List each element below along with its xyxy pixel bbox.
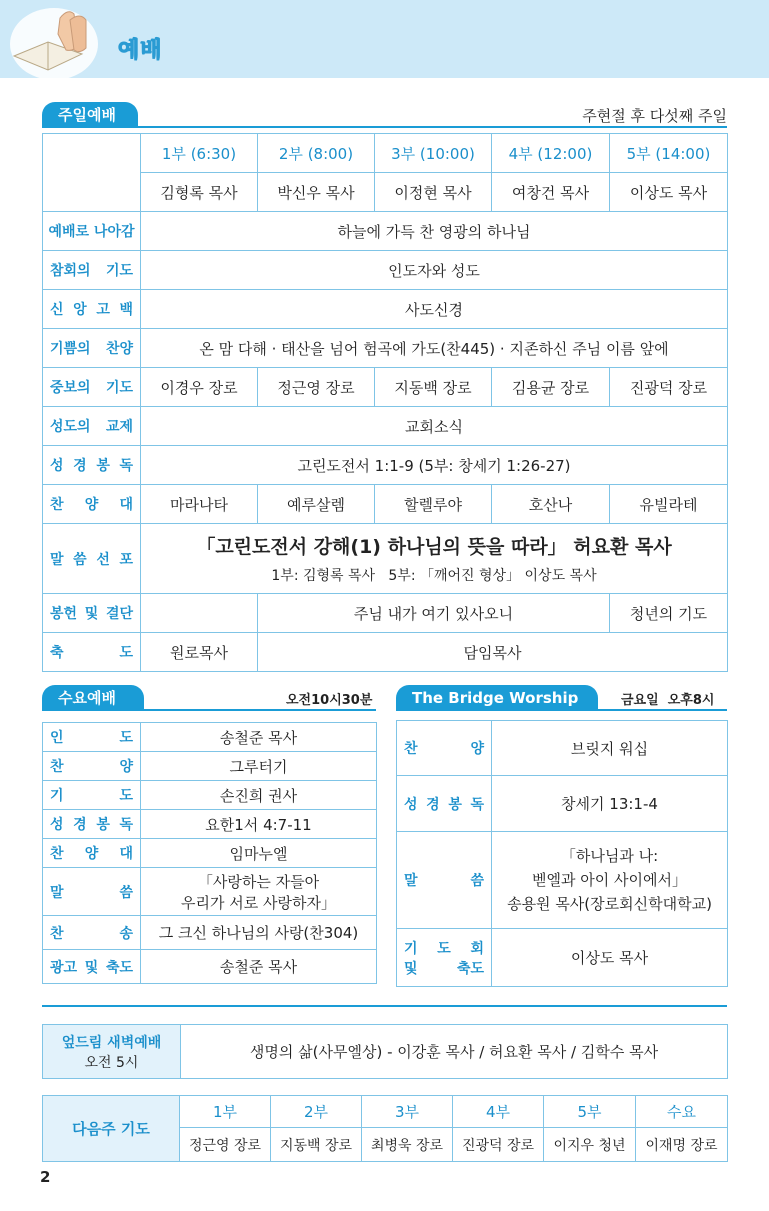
label-char: 말 xyxy=(50,884,64,901)
label-char: 참회의 xyxy=(50,263,91,279)
label-spread xyxy=(43,727,140,747)
intercessor: 지동백 장로 xyxy=(375,368,492,407)
bridge-label xyxy=(397,721,492,776)
wed-value-line: 「사랑하는 자들아 xyxy=(197,872,320,891)
label-char: 기쁨의 xyxy=(50,341,91,357)
nextweek-head: 수요 xyxy=(636,1096,728,1128)
sermon-sub: 1부: 김형록 목사 5부: 「깨어진 형상」 이상도 목사 xyxy=(271,568,597,584)
row-label xyxy=(43,329,141,368)
label-char: 찬 xyxy=(50,925,64,942)
wed-value: 임마누엘 xyxy=(141,839,377,868)
label-char: 선 xyxy=(96,551,110,568)
label-char: 송 xyxy=(119,925,133,942)
label-char: 축 xyxy=(50,645,64,661)
label-char: 양 xyxy=(119,759,133,775)
label-char: 신 xyxy=(50,302,64,318)
wed-label xyxy=(43,868,141,916)
wednesday-tab: 수요예배 xyxy=(42,685,144,711)
dawn-value: 생명의 삶(사무엘상) - 이강훈 목사 / 허요환 목사 / 김학수 목사 xyxy=(181,1025,728,1079)
row-value: 교회소식 xyxy=(141,407,728,446)
label-spread xyxy=(43,494,140,514)
wed-value: 손진희 권사 xyxy=(141,781,377,810)
label-char: 찬 xyxy=(50,759,64,775)
sunday-note: 주현절 후 다섯째 주일 xyxy=(582,107,727,125)
label-spread xyxy=(397,738,491,758)
label-spread xyxy=(43,416,140,436)
label-char: 도 xyxy=(119,730,133,746)
service-head: 2부 (8:00) xyxy=(258,134,375,173)
choir-name: 마라나타 xyxy=(141,485,258,524)
row-value: 인도자와 성도 xyxy=(141,251,728,290)
label-char: 경 xyxy=(73,817,87,833)
label-char: 독 xyxy=(119,458,133,474)
row-label xyxy=(43,485,141,524)
label-char: 말 xyxy=(50,551,64,568)
praying-hands-bible-icon xyxy=(8,4,100,78)
label-char: 봉 xyxy=(96,817,110,833)
sunday-tab: 주일예배 xyxy=(42,102,138,128)
label-char: 씀 xyxy=(470,873,484,889)
label-char: 씀 xyxy=(119,884,133,901)
bridge-table xyxy=(396,720,728,987)
intercessor: 정근영 장로 xyxy=(258,368,375,407)
nextweek-name: 최병욱 장로 xyxy=(362,1128,453,1162)
bridge-value: 이상도 목사 xyxy=(492,929,728,987)
wed-value: 송철준 목사 xyxy=(141,950,377,984)
label-char: 성도의 xyxy=(50,419,91,435)
label-char: 경 xyxy=(73,458,87,474)
label-spread xyxy=(43,603,140,623)
sermon-title: 「고린도전서 강해(1) 하나님의 뜻을 따라」 허요환 목사 xyxy=(196,536,672,558)
label-char: 찬 xyxy=(50,846,64,862)
label-spread xyxy=(43,260,140,280)
bridge-value-line: 「하나님과 나: xyxy=(560,847,659,865)
page-title: 예배 xyxy=(118,38,163,63)
bridge-rule xyxy=(396,709,727,711)
label-char: 경 xyxy=(426,796,440,813)
label-char: 기 xyxy=(50,788,64,804)
wed-label xyxy=(43,781,141,810)
label-char: 회 xyxy=(470,940,484,957)
label-char: 및 xyxy=(84,959,99,976)
wed-value xyxy=(141,868,377,916)
empty-cell xyxy=(141,594,258,633)
page-number: 2 xyxy=(40,1168,51,1186)
label-char: 말 xyxy=(404,873,418,889)
nextweek-head: 2부 xyxy=(271,1096,362,1128)
label-char: 교제 xyxy=(105,419,133,435)
row-value: 온 맘 다해 · 태산을 넘어 험곡에 가도(찬445) · 지존하신 주님 이름 앞에 xyxy=(141,329,728,368)
row-value: 주님 내가 여기 있사오니 xyxy=(258,594,610,633)
intercessor: 김용균 장로 xyxy=(492,368,610,407)
label-spread xyxy=(43,338,140,358)
row-label xyxy=(43,290,141,329)
choir-name: 예루살렘 xyxy=(258,485,375,524)
nextweek-head: 1부 xyxy=(180,1096,271,1128)
row-label xyxy=(43,407,141,446)
sunday-table xyxy=(42,133,728,672)
bridge-value: 브릿지 워십 xyxy=(492,721,728,776)
bridge-note: 금요일 오후8시 xyxy=(621,693,715,708)
dawn-table xyxy=(42,1024,728,1079)
bridge-value-line: 벧엘과 아이 사이에서」 xyxy=(532,871,687,889)
label-char: 봉 xyxy=(96,458,110,474)
label-char: 기 xyxy=(404,940,418,957)
label-char: 도 xyxy=(119,645,133,661)
row-extra: 청년의 기도 xyxy=(610,594,728,633)
label-char: 성 xyxy=(404,796,418,813)
label-char: 결단 xyxy=(105,606,133,622)
label-char: 기도 xyxy=(105,380,133,396)
label-char: 대 xyxy=(119,846,133,862)
wed-label xyxy=(43,916,141,950)
intercessor: 진광덕 장로 xyxy=(610,368,728,407)
label-char: 도 xyxy=(437,940,451,957)
nextweek-head: 4부 xyxy=(453,1096,544,1128)
label-spread xyxy=(43,756,140,776)
row-label: 예배로 나아감 xyxy=(43,212,141,251)
wed-value-line: 우리가 서로 사랑하자」 xyxy=(181,893,336,912)
label-char: 양 xyxy=(470,741,484,757)
wed-label xyxy=(43,950,141,984)
section-divider xyxy=(42,1005,727,1007)
label-char: 찬 xyxy=(404,741,418,757)
label-char: 축도 xyxy=(456,960,484,977)
label-char: 찬양 xyxy=(105,341,133,357)
label-spread xyxy=(43,882,140,902)
label-spread xyxy=(43,549,140,569)
label-char: 성 xyxy=(50,458,64,474)
nextweek-name: 이재명 장로 xyxy=(636,1128,728,1162)
label-char: 대 xyxy=(119,497,133,513)
nextweek-head: 3부 xyxy=(362,1096,453,1128)
sunday-rule xyxy=(42,126,727,128)
service-head: 1부 (6:30) xyxy=(141,134,258,173)
label-spread xyxy=(397,870,491,890)
row-label xyxy=(43,251,141,290)
nextweek-name: 지동백 장로 xyxy=(271,1128,362,1162)
label-char: 양 xyxy=(84,846,99,862)
row-label xyxy=(43,633,141,672)
label-char: 중보의 xyxy=(50,380,91,396)
wed-value: 그루터기 xyxy=(141,752,377,781)
label-char: 독 xyxy=(119,817,133,833)
sermon-cell xyxy=(141,524,728,594)
label-spread xyxy=(43,843,140,863)
bridge-label xyxy=(397,832,492,929)
label-char: 광고 xyxy=(50,959,78,976)
label-spread xyxy=(397,938,491,958)
label-char: 앙 xyxy=(73,302,87,318)
service-head: 3부 (10:00) xyxy=(375,134,492,173)
wednesday-note: 오전10시30분 xyxy=(286,693,373,708)
bridge-value: 창세기 13:1-4 xyxy=(492,776,728,832)
label-char: 백 xyxy=(119,302,133,318)
wed-label xyxy=(43,723,141,752)
bridge-tab: The Bridge Worship xyxy=(396,685,598,711)
choir-name: 할렐루야 xyxy=(375,485,492,524)
bridge-value xyxy=(492,832,728,929)
bridge-label xyxy=(397,929,492,987)
service-head: 4부 (12:00) xyxy=(492,134,610,173)
row-first: 원로목사 xyxy=(141,633,258,672)
dawn-label-title: 엎드림 새벽예배 xyxy=(61,1034,162,1051)
label-char: 씀 xyxy=(73,551,87,568)
nextweek-name: 정근영 장로 xyxy=(180,1128,271,1162)
row-label xyxy=(43,446,141,485)
label-spread xyxy=(43,299,140,319)
row-value: 고린도전서 1:1-9 (5부: 창세기 1:26-27) xyxy=(141,446,728,485)
label-char: 고 xyxy=(96,302,110,318)
label-char: 양 xyxy=(84,497,99,513)
service-pastor: 박신우 목사 xyxy=(258,173,375,212)
service-pastor: 이정현 목사 xyxy=(375,173,492,212)
dawn-label xyxy=(43,1025,181,1079)
label-char: 봉헌 xyxy=(50,606,78,622)
choir-name: 유빌라테 xyxy=(610,485,728,524)
wed-label xyxy=(43,752,141,781)
label-spread xyxy=(43,923,140,943)
wednesday-rule xyxy=(42,709,376,711)
wed-label xyxy=(43,839,141,868)
label-char: 도 xyxy=(119,788,133,804)
label-spread xyxy=(43,455,140,475)
nextweek-head: 5부 xyxy=(544,1096,636,1128)
label-char: 찬 xyxy=(50,497,64,513)
label-char: 및 xyxy=(84,606,99,622)
wed-value: 송철준 목사 xyxy=(141,723,377,752)
label-char: 축도 xyxy=(105,959,133,976)
label-spread xyxy=(397,794,491,814)
row-value: 사도신경 xyxy=(141,290,728,329)
row-label xyxy=(43,368,141,407)
wed-value: 그 크신 하나님의 사랑(찬304) xyxy=(141,916,377,950)
nextweek-table xyxy=(42,1095,728,1162)
intercessor: 이경우 장로 xyxy=(141,368,258,407)
label-spread xyxy=(43,785,140,805)
label-spread xyxy=(43,814,140,834)
label-spread-2 xyxy=(397,958,491,978)
page-header xyxy=(0,0,769,78)
label-char: 독 xyxy=(470,796,484,813)
label-char: 및 xyxy=(404,960,418,977)
choir-name: 호산나 xyxy=(492,485,610,524)
wed-value: 요한1서 4:7-11 xyxy=(141,810,377,839)
wed-label xyxy=(43,810,141,839)
row-value: 담임목사 xyxy=(258,633,728,672)
row-label xyxy=(43,524,141,594)
row-value: 하늘에 가득 찬 영광의 하나님 xyxy=(141,212,728,251)
label-char: 포 xyxy=(119,551,133,568)
service-pastor: 김형록 목사 xyxy=(141,173,258,212)
label-spread xyxy=(43,377,140,397)
nextweek-label: 다음주 기도 xyxy=(43,1096,180,1162)
nextweek-name: 진광덕 장로 xyxy=(453,1128,544,1162)
service-pastor: 여창건 목사 xyxy=(492,173,610,212)
bridge-label xyxy=(397,776,492,832)
label-char: 성 xyxy=(50,817,64,833)
dawn-label-time: 오전 5시 xyxy=(84,1054,139,1071)
corner-cell xyxy=(43,134,141,212)
nextweek-name: 이지우 청년 xyxy=(544,1128,636,1162)
service-pastor: 이상도 목사 xyxy=(610,173,728,212)
service-head: 5부 (14:00) xyxy=(610,134,728,173)
label-spread xyxy=(43,642,140,662)
label-spread xyxy=(43,957,140,977)
wednesday-table xyxy=(42,722,377,984)
label-char: 기도 xyxy=(105,263,133,279)
row-label xyxy=(43,594,141,633)
bridge-value-line: 송용원 목사(장로회신학대학교) xyxy=(507,895,712,913)
label-char: 봉 xyxy=(448,796,462,813)
label-char: 인 xyxy=(50,730,64,746)
